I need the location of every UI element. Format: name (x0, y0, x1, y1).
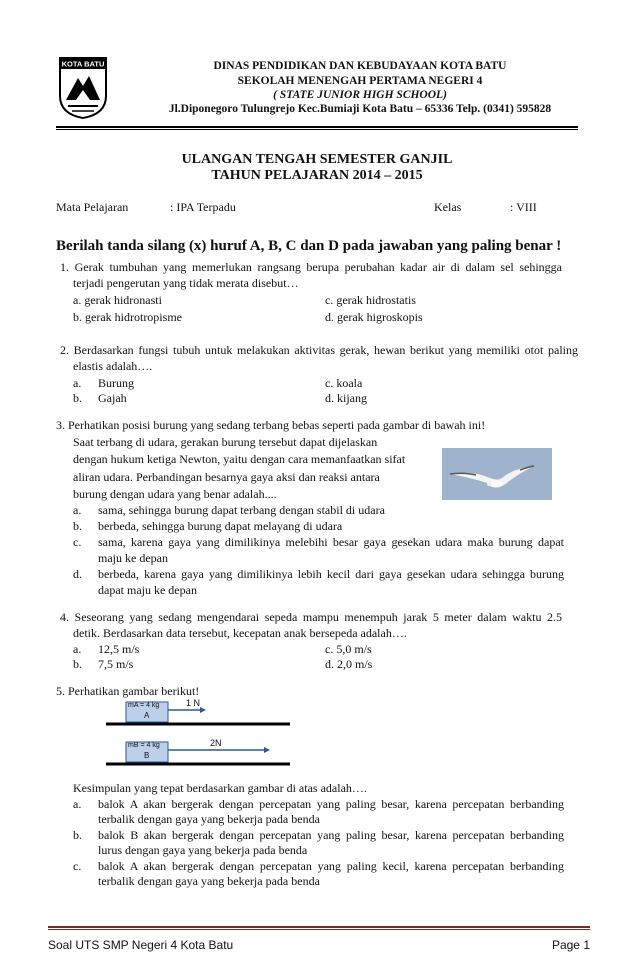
q3-stem-line4: aliran udara. Perbandingan besarnya gaya aksi dan reaksi antara (73, 470, 380, 484)
page-number: Page 1 (551, 938, 590, 952)
q5-option-b-line2: lurus dengan gaya yang bekerja pada benda (98, 843, 308, 857)
q1-option-c: c. gerak hidrostatis (325, 293, 416, 307)
q3-stem-line3: dengan hukum ketiga Newton, yaitu dengan cara memanfaatkan sifat (73, 452, 406, 466)
q3-option-a: sama, sehingga burung dapat terbang dengan stabil di udara (98, 503, 385, 517)
q4-option-a: 12,5 m/s (98, 642, 140, 656)
q2-option-a-key: a. (73, 376, 82, 390)
q3-option-b-key: b. (73, 519, 82, 533)
q2-stem-line2: elastis adalah…. (73, 359, 153, 373)
q1-option-a: a. gerak hidronasti (73, 293, 162, 307)
header-rule-thin (56, 129, 578, 130)
header-agency: DINAS PENDIDIKAN DAN KEBUDAYAAN KOTA BATU (213, 60, 507, 72)
q4-option-c: c. 5,0 m/s (325, 642, 372, 656)
logo-text: KOTA BATU (61, 59, 105, 69)
q5-option-c-key: c. (73, 859, 82, 873)
block-a-mass: mA = 4 kg (128, 702, 160, 709)
q5-option-a-key: a. (73, 797, 82, 811)
q5-option-b-line1: balok B akan bergerak dengan percepatan yang paling besar, karena percepatan berbanding (98, 828, 564, 842)
bird-in-flight-photo (442, 448, 552, 500)
q4-option-d: d. 2,0 m/s (325, 657, 373, 671)
q3-option-c-line1: sama, karena gaya yang dimilikinya melebihi besar gaya gesekan udara maka burung dapat (98, 535, 564, 549)
q5-option-c-line2: terbalik dengan gaya yang bekerja pada benda (98, 874, 320, 888)
subject-label: Mata Pelajaran (56, 200, 129, 214)
q3-option-d-line1: berbeda, karena gaya yang dimilikinya lebih kecil dari gaya gesekan udara sehingga burung (98, 567, 564, 581)
header-school-en: ( STATE JUNIOR HIGH SCHOOL) (273, 89, 447, 101)
q2-option-c: c. koala (325, 376, 363, 390)
q4-stem-line1: 4. Seseorang yang sedang mengendarai sepeda mampu menempuh jarak 5 meter dalam waktu 2.5 (60, 610, 562, 624)
q5-option-c-line1: balok A akan bergerak dengan percepatan yang paling kecil, karena percepatan berbanding (98, 859, 564, 873)
class-label: Kelas (434, 200, 462, 214)
q3-stem-line2: Saat terbang di udara, gerakan burung tersebut dapat dijelaskan (73, 435, 378, 449)
q5-option-a-line1: balok A akan bergerak dengan percepatan yang paling besar, karena percepatan berbanding (98, 797, 564, 811)
instruction-text: Berilah tanda silang (x) huruf A, B, C dan D pada jawaban yang paling benar ! (56, 238, 562, 254)
q4-option-b-key: b. (73, 657, 82, 671)
q4-option-a-key: a. (73, 642, 82, 656)
q3-option-c-key: c. (73, 535, 82, 549)
q3-option-d-line2: dapat maju ke depan (98, 583, 197, 597)
header-address: Jl.Diponegoro Tulungrejo Kec.Bumiaji Kota Batu – 65336 Telp. (0341) 595828 (168, 103, 552, 115)
class-value: : VIII (510, 200, 537, 214)
q4-option-b: 7,5 m/s (98, 657, 134, 671)
footer-title: Soal UTS SMP Negeri 4 Kota Batu (48, 938, 234, 952)
q3-stem-line5: burung dengan udara yang benar adalah.... (73, 487, 277, 501)
force-b-label: 2N (210, 738, 222, 748)
block-a-label: A (144, 711, 150, 720)
q3-stem-line1: 3. Perhatikan posisi burung yang sedang terbang bebas seperti pada gambar di bawah ini! (56, 418, 486, 432)
q4-stem-line2: detik. Berdasarkan data tersebut, kecepatan anak bersepeda adalah…. (73, 626, 407, 640)
footer-rule-thin (48, 929, 590, 930)
q1-option-b: b. gerak hidrotropisme (73, 310, 182, 324)
q2-option-b: Gajah (98, 391, 127, 405)
subject-value: : IPA Terpadu (170, 200, 236, 214)
q5-stem: 5. Perhatikan gambar berikut! (56, 684, 200, 698)
q2-option-a: Burung (98, 376, 134, 390)
block-b-label: B (144, 751, 150, 760)
q3-option-d-key: d. (73, 567, 82, 581)
block-b-mass: mB = 4 kg (128, 742, 160, 749)
q3-option-b: berbeda, sehingga burung dapat melayang di udara (98, 519, 343, 533)
force-diagram (100, 698, 300, 770)
exam-year: TAHUN PELAJARAN 2014 – 2015 (211, 168, 423, 183)
q5-option-b-key: b. (73, 828, 82, 842)
q2-stem-line1: 2. Berdasarkan fungsi tubuh untuk melakukan aktivitas gerak, hewan berikut yang memiliki otot paling (60, 343, 578, 357)
force-a-label: 1 N (186, 698, 201, 708)
header-school: SEKOLAH MENENGAH PERTAMA NEGERI 4 (237, 75, 483, 87)
q5-option-a-line2: terbalik dengan gaya yang bekerja pada benda (98, 812, 320, 826)
footer-rule (48, 926, 590, 928)
q3-option-c-line2: maju ke depan (98, 551, 168, 565)
q1-stem-line2: terjadi pengerutan yang tidak merata disebut… (73, 276, 299, 290)
header-rule (56, 126, 578, 128)
q3-option-a-key: a. (73, 503, 82, 517)
q1-stem-line1: 1. Gerak tumbuhan yang memerlukan rangsang berupa perubahan kadar air di dalam sel sehingga (60, 260, 562, 274)
q2-option-d: d. kijang (325, 391, 367, 405)
q5-conclusion: Kesimpulan yang tepat berdasarkan gambar di atas adalah…. (73, 781, 367, 795)
q2-option-b-key: b. (73, 391, 82, 405)
exam-title: ULANGAN TENGAH SEMESTER GANJIL (181, 152, 453, 167)
q1-option-d: d. gerak higroskopis (325, 310, 423, 324)
